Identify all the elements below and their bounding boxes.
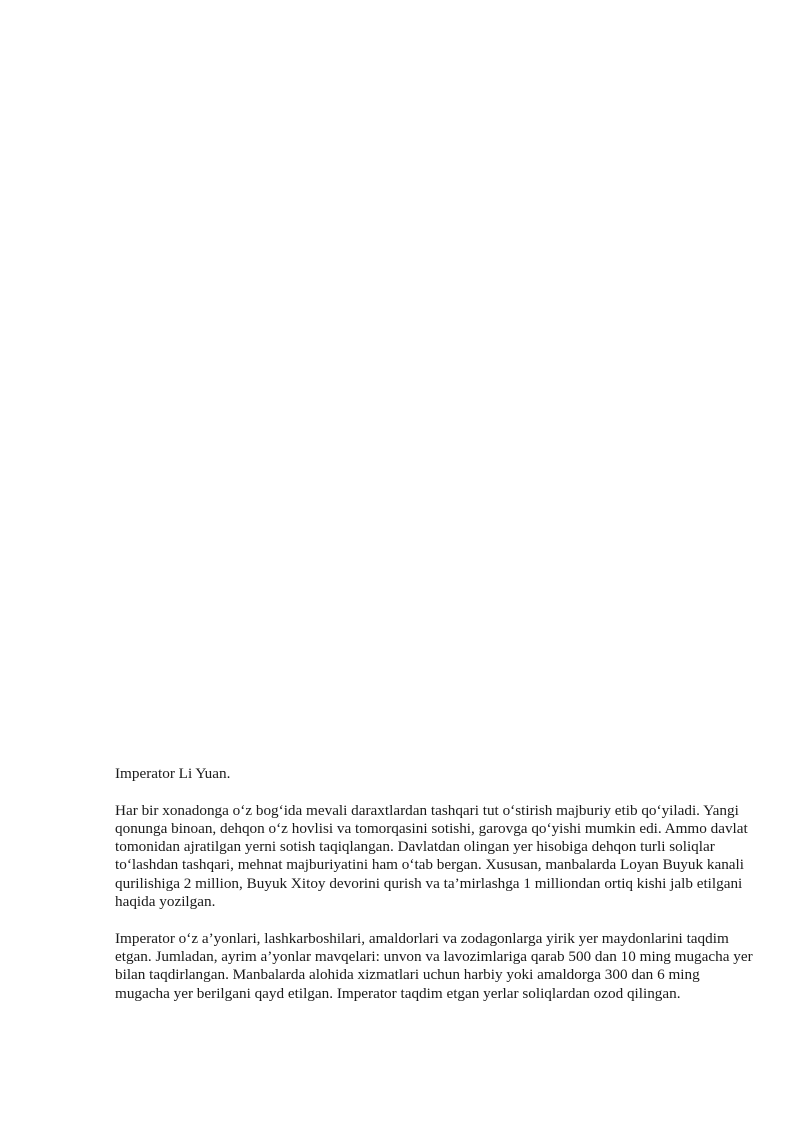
document-body bbox=[115, 765, 755, 1003]
paragraph-2: Imperator o‘z a’yonlari, lashkarboshilari, amaldorlari va zodagonlarga yirik yer maydonlarini taqdim etgan. Jumladan, ayrim a’yonlar mavqelari: unvon va lavozimlariga qarab 500 dan 10 ming mugacha yer bilan taqdirlangan. Manbalarda alohida xizmatlari uchun harbiy yoki amaldorga 300 dan 6 ming mugacha yer berilgani qayd etilgan. Imperator taqdim etgan yerlar soliqlardan ozod qilingan. bbox=[115, 929, 753, 1002]
paragraph-1: Har bir xonadonga o‘z bog‘ida mevali daraxtlardan tashqari tut o‘stirish majburiy etib qo‘yiladi. Yangi qonunga binoan, dehqon o‘z hovlisi va tomorqasini sotishi, garovga qo‘yishi mumkin edi. Ammo davlat tomonidan ajratilgan yerni sotish taqiqlangan. Davlatdan olingan yer hisobiga dehqon turli soliqlar to‘lashdan tashqari, mehnat majburiyatini ham o‘tab bergan. Xususan, manbalarda Loyan Buyuk kanali qurilishiga 2 million, Buyuk Xitoy devorini qurish va ta’mirlashga 1 milliondan ortiq kishi jalb etilgani haqida yozilgan. bbox=[115, 801, 748, 911]
image-caption: Imperator Li Yuan. bbox=[115, 765, 231, 782]
